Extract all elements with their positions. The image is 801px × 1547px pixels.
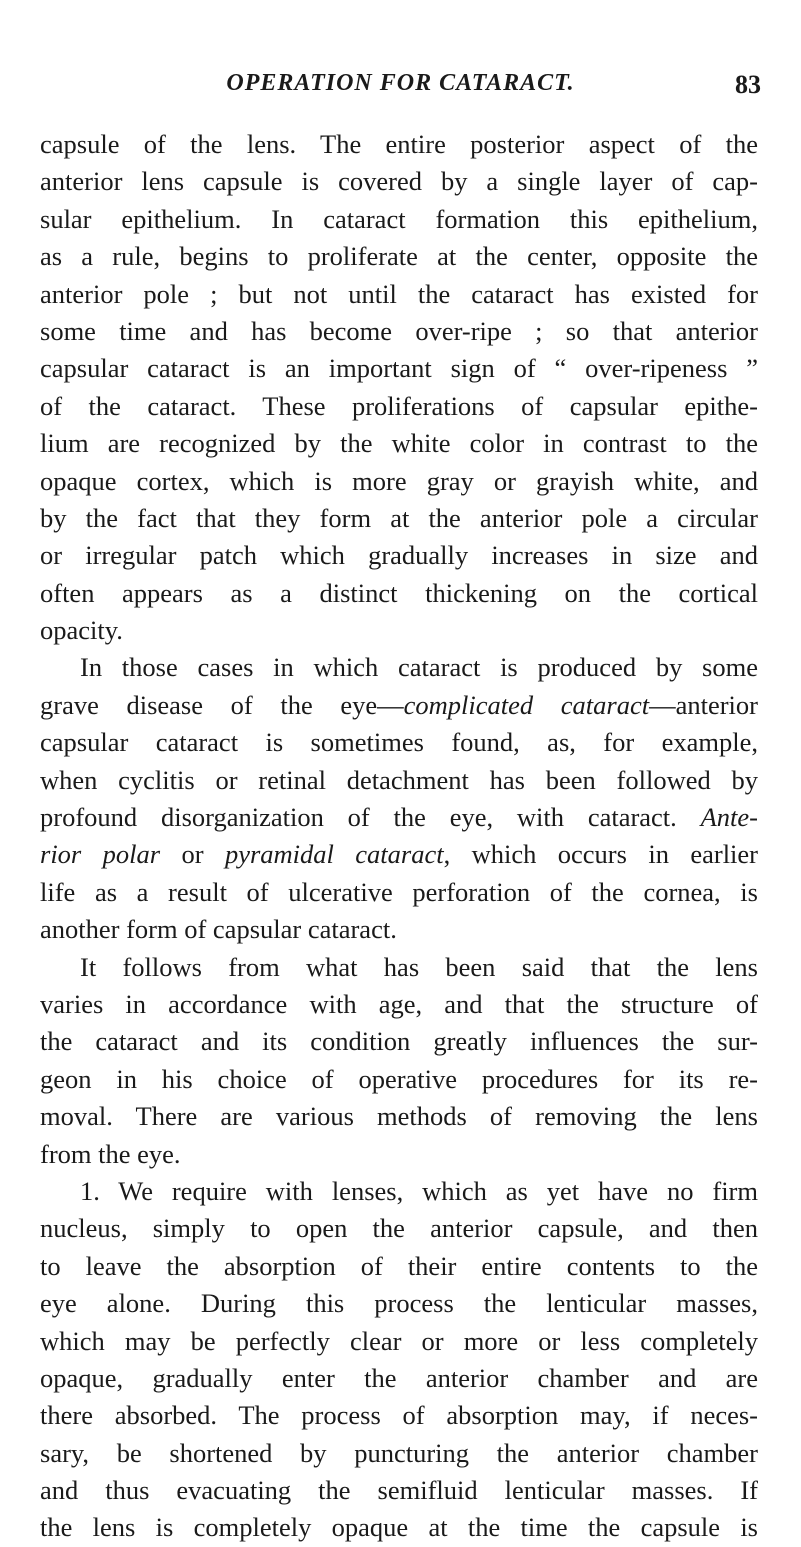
text-line: life as a result of ulcerative perforation of the cornea, is <box>40 876 758 907</box>
page-number: 83 <box>735 70 761 99</box>
text-line <box>40 687 758 724</box>
text-line <box>40 799 758 836</box>
text-line: often appears as a distinct thickening on the cortical <box>40 577 758 608</box>
text-line: In those cases in which cataract is produced by some <box>80 652 758 683</box>
italic-text: rior polar <box>40 839 161 870</box>
italic-text: pyramidal cataract <box>224 839 444 870</box>
text-line: another form of capsular cataract. <box>40 914 397 945</box>
body-text <box>40 126 758 1547</box>
text-line: capsular cataract is an important sign of “ over-ripeness ” <box>40 353 758 384</box>
text-run: , which occurs in earlier <box>443 839 758 870</box>
text-line: moval. There are various methods of removing the lens <box>40 1101 758 1132</box>
text-line: by the fact that they form at the anterior pole a circular <box>40 502 758 533</box>
text-line: the lens is completely opaque at the time the capsule is <box>40 1512 758 1543</box>
text-run: —anterior <box>649 689 758 720</box>
running-title: OPERATION FOR CATARACT. <box>226 70 575 96</box>
text-line: opaque cortex, which is more gray or grayish white, and <box>40 465 758 496</box>
text-line: eye alone. During this process the lenticular masses, <box>40 1288 758 1319</box>
text-line: of the cataract. These proliferations of capsular epithe- <box>40 390 758 421</box>
text-run: grave disease of the eye— <box>40 689 404 720</box>
text-line: capsule of the lens. The entire posterior aspect of the <box>40 129 758 159</box>
text-line: sular epithelium. In cataract formation this epithelium, <box>40 203 758 234</box>
text-line: 1. We require with lenses, which as yet have no firm <box>80 1175 758 1206</box>
text-line: lium are recognized by the white color in contrast to the <box>40 428 758 459</box>
text-line: from the eye. <box>40 1138 181 1169</box>
text-run: or <box>160 839 225 870</box>
text-line <box>40 836 758 873</box>
text-line: and thus evacuating the semifluid lenticular masses. If <box>40 1475 758 1506</box>
text-line: nucleus, simply to open the anterior capsule, and then <box>40 1213 758 1244</box>
text-line: opacity. <box>40 615 123 646</box>
italic-text: Ante- <box>700 802 758 833</box>
text-line: to leave the absorption of their entire contents to the <box>40 1250 758 1281</box>
italic-text: complicated cataract <box>403 689 650 720</box>
text-line: varies in accordance with age, and that the structure of <box>40 988 758 1019</box>
text-line: anterior lens capsule is covered by a single layer of cap- <box>40 166 758 197</box>
text-line: It follows from what has been said that the lens <box>80 951 758 982</box>
text-line: which may be perfectly clear or more or less completely <box>40 1325 758 1356</box>
running-head <box>40 70 761 106</box>
text-line: as a rule, begins to proliferate at the center, opposite the <box>40 241 758 272</box>
text-line: geon in his choice of operative procedures for its re- <box>40 1063 758 1094</box>
text-line: there absorbed. The process of absorption may, if neces- <box>40 1400 758 1431</box>
text-line: the cataract and its condition greatly influences the sur- <box>40 1026 758 1057</box>
text-line: some time and has become over-ripe ; so that anterior <box>40 315 758 346</box>
text-run: profound disorganization of the eye, with cataract. <box>40 802 701 833</box>
text-line: sary, be shortened by puncturing the anterior chamber <box>40 1437 758 1468</box>
text-line: anterior pole ; but not until the cataract has existed for <box>40 278 758 309</box>
text-line: capsular cataract is sometimes found, as, for example, <box>40 727 758 758</box>
text-line: opaque, gradually enter the anterior chamber and are <box>40 1362 758 1393</box>
text-line: or irregular patch which gradually increases in size and <box>40 540 758 571</box>
text-line: when cyclitis or retinal detachment has been followed by <box>40 764 758 795</box>
